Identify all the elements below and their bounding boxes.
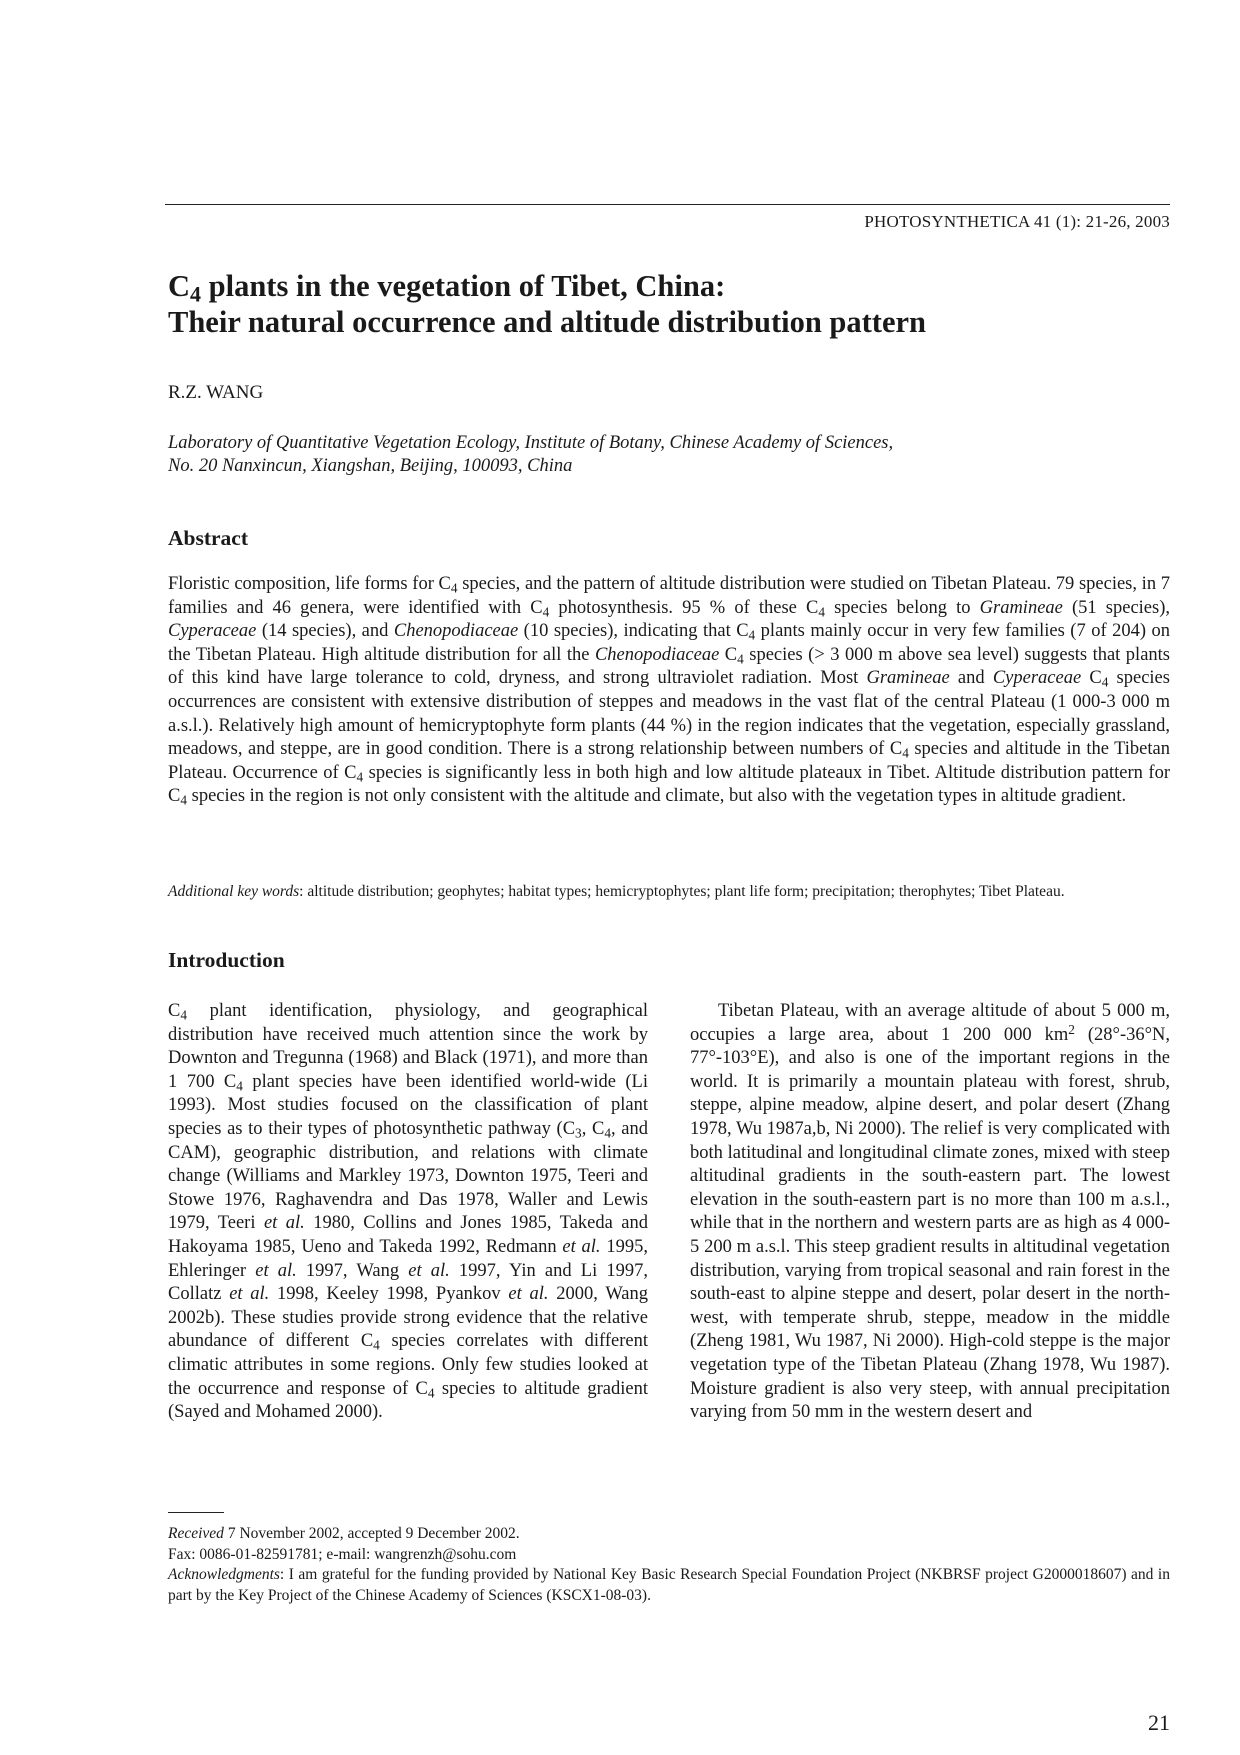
- abstract-heading: Abstract: [168, 526, 249, 550]
- title-line-1: $C_4$ plants in the vegetation of Tibet, China:: [168, 269, 726, 307]
- footnotes: [168, 1524, 1170, 1606]
- author-name: R.Z. WANG: [168, 382, 264, 403]
- intro-column-right: [690, 1000, 1170, 1425]
- footnote-rule: [168, 1512, 224, 1513]
- article-title: [168, 268, 926, 340]
- contact-note: Fax: 0086-01-82591781; e-mail: wangrenzh@sohu.com: [168, 1545, 517, 1563]
- journal-reference: PHOTOSYNTHETICA 41 (1): 21-26, 2003: [864, 212, 1170, 231]
- intro-column-left: [168, 1000, 648, 1425]
- keywords-label: Additional key words: [168, 883, 300, 900]
- abstract-text: Floristic composition, life forms for $C_4$ species, and the pattern of altitude distribution were studied on Tibetan Plateau. 79 species, in 7 families and 46 genera, were identified with $C_4$ photosynthesis. 95 % of these $C_4$ species belong to Gramineae (51 species), Cyperaceae (14 species), and Chenopodiaceae (10 species), indicating that $C_4$ plants mainly occur in very few families (7 of 204) on the Tibetan Plateau. High altitude distribution for all the Chenopodiaceae $C_4$ species (> 3 000 m above sea level) suggests that plants of this kind have large tolerance to cold, dryness, and strong ultraviolet radiation. Most Gramineae and Cyperaceae $C_4$ species occurrences are consistent with extensive distribution of steppes and meadows in the vast flat of the central Plateau (1 000-3 000 m a.s.l.). Relatively high amount of hemicryptophyte form plants (44 %) in the region indicates that the vegetation, especially grassland, meadows, and steppe, are in good condition. There is a strong relationship between numbers of $C_4$ species and altitude in the Tibetan Plateau. Occurrence of $C_4$ species is significantly less in both high and low altitude plateaux in Tibet. Altitude distribution pattern for $C_4$ species in the region is not only consistent with the altitude and climate, but also with the vegetation types in altitude gradient.: [168, 574, 1170, 808]
- acknowledgments-note: Acknowledgments: I am grateful for the funding provided by National Key Basic Research Special Foundation Project (NKBRSF project G2000018607) and in part by the Key Project of the Chinese Academy of Sciences (KSCX1-08-03).: [168, 1566, 1170, 1604]
- title-line-2: Their natural occurrence and altitude distribution pattern: [168, 305, 926, 339]
- page-number: 21: [1148, 1710, 1170, 1735]
- keywords-text: : altitude distribution; geophytes; habitat types; hemicryptophytes; plant life form; precipitation; therophytes; Tibet Plateau.: [299, 883, 1065, 900]
- keywords: [168, 882, 1170, 902]
- header-rule: [165, 204, 1170, 205]
- affiliation-line-2: No. 20 Nanxincun, Xiangshan, Beijing, 100093, China: [168, 456, 573, 476]
- intro-paragraph-right: Tibetan Plateau, with an average altitude of about 5 000 m, occupies a large area, about 1 200 000 $km^2$ (28°-36°N, 77°-103°E), and also is one of the important regions in the world. It is primarily a mountain plateau with forest, shrub, steppe, alpine meadow, alpine desert, and polar desert (Zhang 1978, Wu 1987a,b, Ni 2000). The relief is very complicated with both latitudinal and longitudinal climate zones, mixed with steep altitudinal gradients in the south-eastern part. The lowest elevation in the south-eastern part is no more than 100 m a.s.l., while that in the northern and western parts are as high as 4 000-5 200 m a.s.l. This steep gradient results in altitudinal vegetation distribution, varying from tropical seasonal and rain forest in the south-east to alpine steppe and desert, polar desert in the north-west, with temperate shrub, steppe, meadow in the middle (Zheng 1981, Wu 1987, Ni 2000). High-cold steppe is the major vegetation type of the Tibetan Plateau (Zhang 1978, Wu 1987). Moisture gradient is also very steep, with annual precipitation varying from 50 mm in the western desert and: [690, 1001, 1170, 1423]
- affiliation: [168, 432, 893, 478]
- intro-paragraph-left: $C_4$ plant identification, physiology, and geographical distribution have received much attention since the work by Downton and Tregunna (1968) and Black (1971), and more than 1 700 $C_4$ plant species have been identified world-wide (Li 1993). Most studies focused on the classification of plant species as to their types of photosynthetic pathway ($C_3$, $C_4$, and CAM), geographic distribution, and relations with climate change (Williams and Markley 1973, Downton 1975, Teeri and Stowe 1976, Raghavendra and Das 1978, Waller and Lewis 1979, Teeri et al. 1980, Collins and Jones 1985, Takeda and Hakoyama 1985, Ueno and Takeda 1992, Redmann et al. 1995, Ehleringer et al. 1997, Wang et al. 1997, Yin and Li 1997, Collatz et al. 1998, Keeley 1998, Pyankov et al. 2000, Wang 2002b). These studies provide strong evidence that the relative abundance of different $C_4$ species correlates with different climatic attributes in some regions. Only few studies looked at the occurrence and response of $C_4$ species to altitude gradient (Sayed and Mohamed 2000).: [168, 1001, 649, 1423]
- affiliation-line-1: Laboratory of Quantitative Vegetation Ecology, Institute of Botany, Chinese Academy of Sciences,: [168, 433, 894, 453]
- received-note: Received 7 November 2002, accepted 9 December 2002.: [168, 1525, 520, 1542]
- introduction-heading: Introduction: [168, 948, 285, 972]
